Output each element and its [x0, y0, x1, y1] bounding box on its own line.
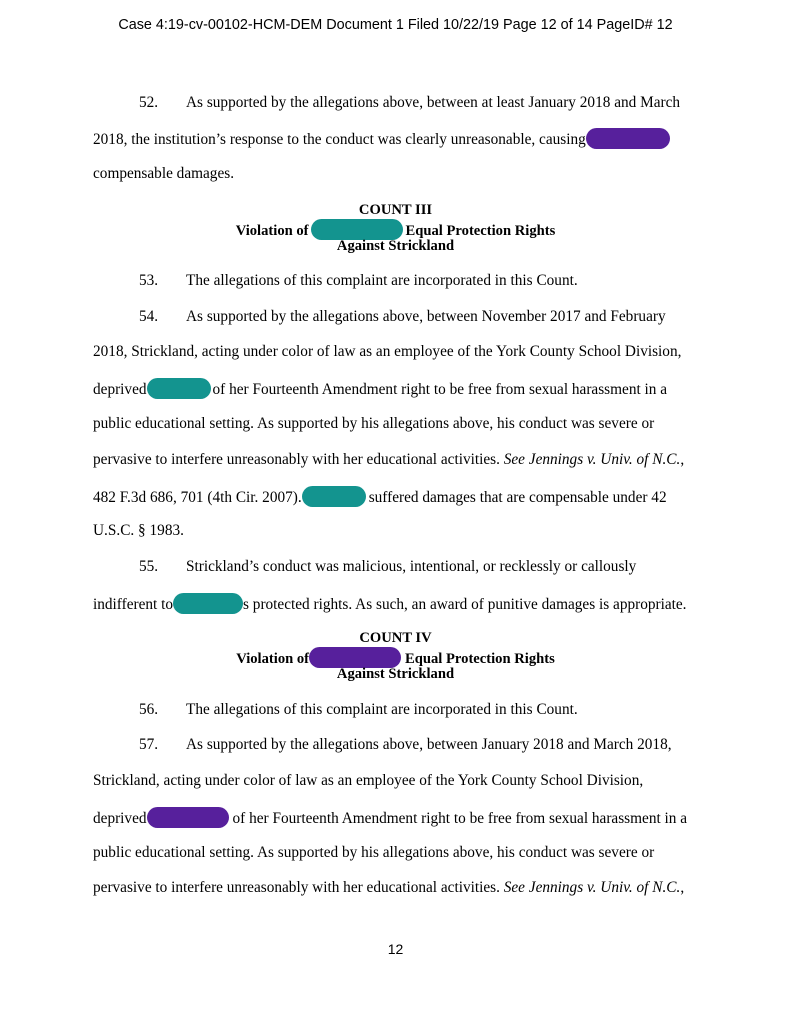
case-header: Case 4:19-cv-00102-HCM-DEM Document 1 Filed 10/22/19 Page 12 of 14 PageID# 12 — [118, 17, 673, 33]
redaction-mark — [302, 486, 366, 507]
para-53-line-1: 53. The allegations of this complaint are incorporated in this Count. — [139, 272, 578, 289]
count-iv-subtitle: Violation of Equal Protection Rights — [0, 647, 791, 668]
para-number: 57. — [139, 736, 159, 753]
para-52-line-3: compensable damages. — [93, 165, 235, 182]
para-54-line-3: deprived of her Fourteenth Amendment right to be free from sexual harassment in a — [93, 378, 667, 400]
para-54-line-1: 54. As supported by the allegations above, between November 2017 and February — [139, 308, 666, 325]
para-54-line-2: 2018, Strickland, acting under color of law as an employee of the York County School Division, — [93, 343, 682, 360]
case-citation: See Jennings v. Univ. of N.C. — [503, 451, 681, 468]
case-citation: See Jennings v. Univ. of N.C. — [503, 879, 681, 896]
para-57-line-5: pervasive to interfere unreasonably with her educational activities. See Jennings v. Univ. of N.C., — [93, 879, 685, 896]
redaction-mark — [147, 807, 229, 828]
para-57-line-3: deprived of her Fourteenth Amendment right to be free from sexual harassment in a — [93, 807, 687, 829]
para-55-line-2: indifferent to s protected rights. As such, an award of punitive damages is appropriate. — [93, 593, 687, 615]
para-number: 52. — [139, 94, 159, 111]
count-iii-against: Against Strickland — [336, 238, 455, 254]
count-iv-against: Against Strickland — [336, 666, 455, 682]
redaction-mark — [173, 593, 243, 614]
para-54-line-6: 482 F.3d 686, 701 (4th Cir. 2007). suffered damages that are compensable under 42 — [93, 486, 667, 508]
page-number: 12 — [387, 941, 404, 957]
para-57-line-2: Strickland, acting under color of law as an employee of the York County School Division, — [93, 772, 644, 789]
para-52-line-2: 2018, the institution’s response to the conduct was clearly unreasonable, causing — [93, 128, 670, 150]
count-iv-title: COUNT IV — [359, 630, 432, 646]
para-number: 54. — [139, 308, 159, 325]
count-iii-subtitle: Violation of Equal Protection Rights — [0, 219, 791, 240]
para-number: 55. — [139, 558, 159, 575]
para-57-line-4: public educational setting. As supported by his allegations above, his conduct was severe or — [93, 844, 655, 861]
redaction-mark — [586, 128, 670, 149]
para-54-line-5: pervasive to interfere unreasonably with her educational activities. See Jennings v. Univ. of N.C., — [93, 451, 685, 468]
para-52-line-1: 52. As supported by the allegations above, between at least January 2018 and March — [139, 94, 681, 111]
count-iii-title: COUNT III — [358, 202, 433, 218]
para-56-line-1: 56. The allegations of this complaint are incorporated in this Count. — [139, 701, 578, 718]
redaction-mark — [147, 378, 211, 399]
para-54-line-4: public educational setting. As supported by his allegations above, his conduct was severe or — [93, 415, 655, 432]
para-55-line-1: 55. Strickland’s conduct was malicious, intentional, or recklessly or callously — [139, 558, 637, 575]
para-57-line-1: 57. As supported by the allegations above, between January 2018 and March 2018, — [139, 736, 672, 753]
para-54-line-7: U.S.C. § 1983. — [93, 522, 184, 539]
para-number: 53. — [139, 272, 159, 289]
para-number: 56. — [139, 701, 159, 718]
